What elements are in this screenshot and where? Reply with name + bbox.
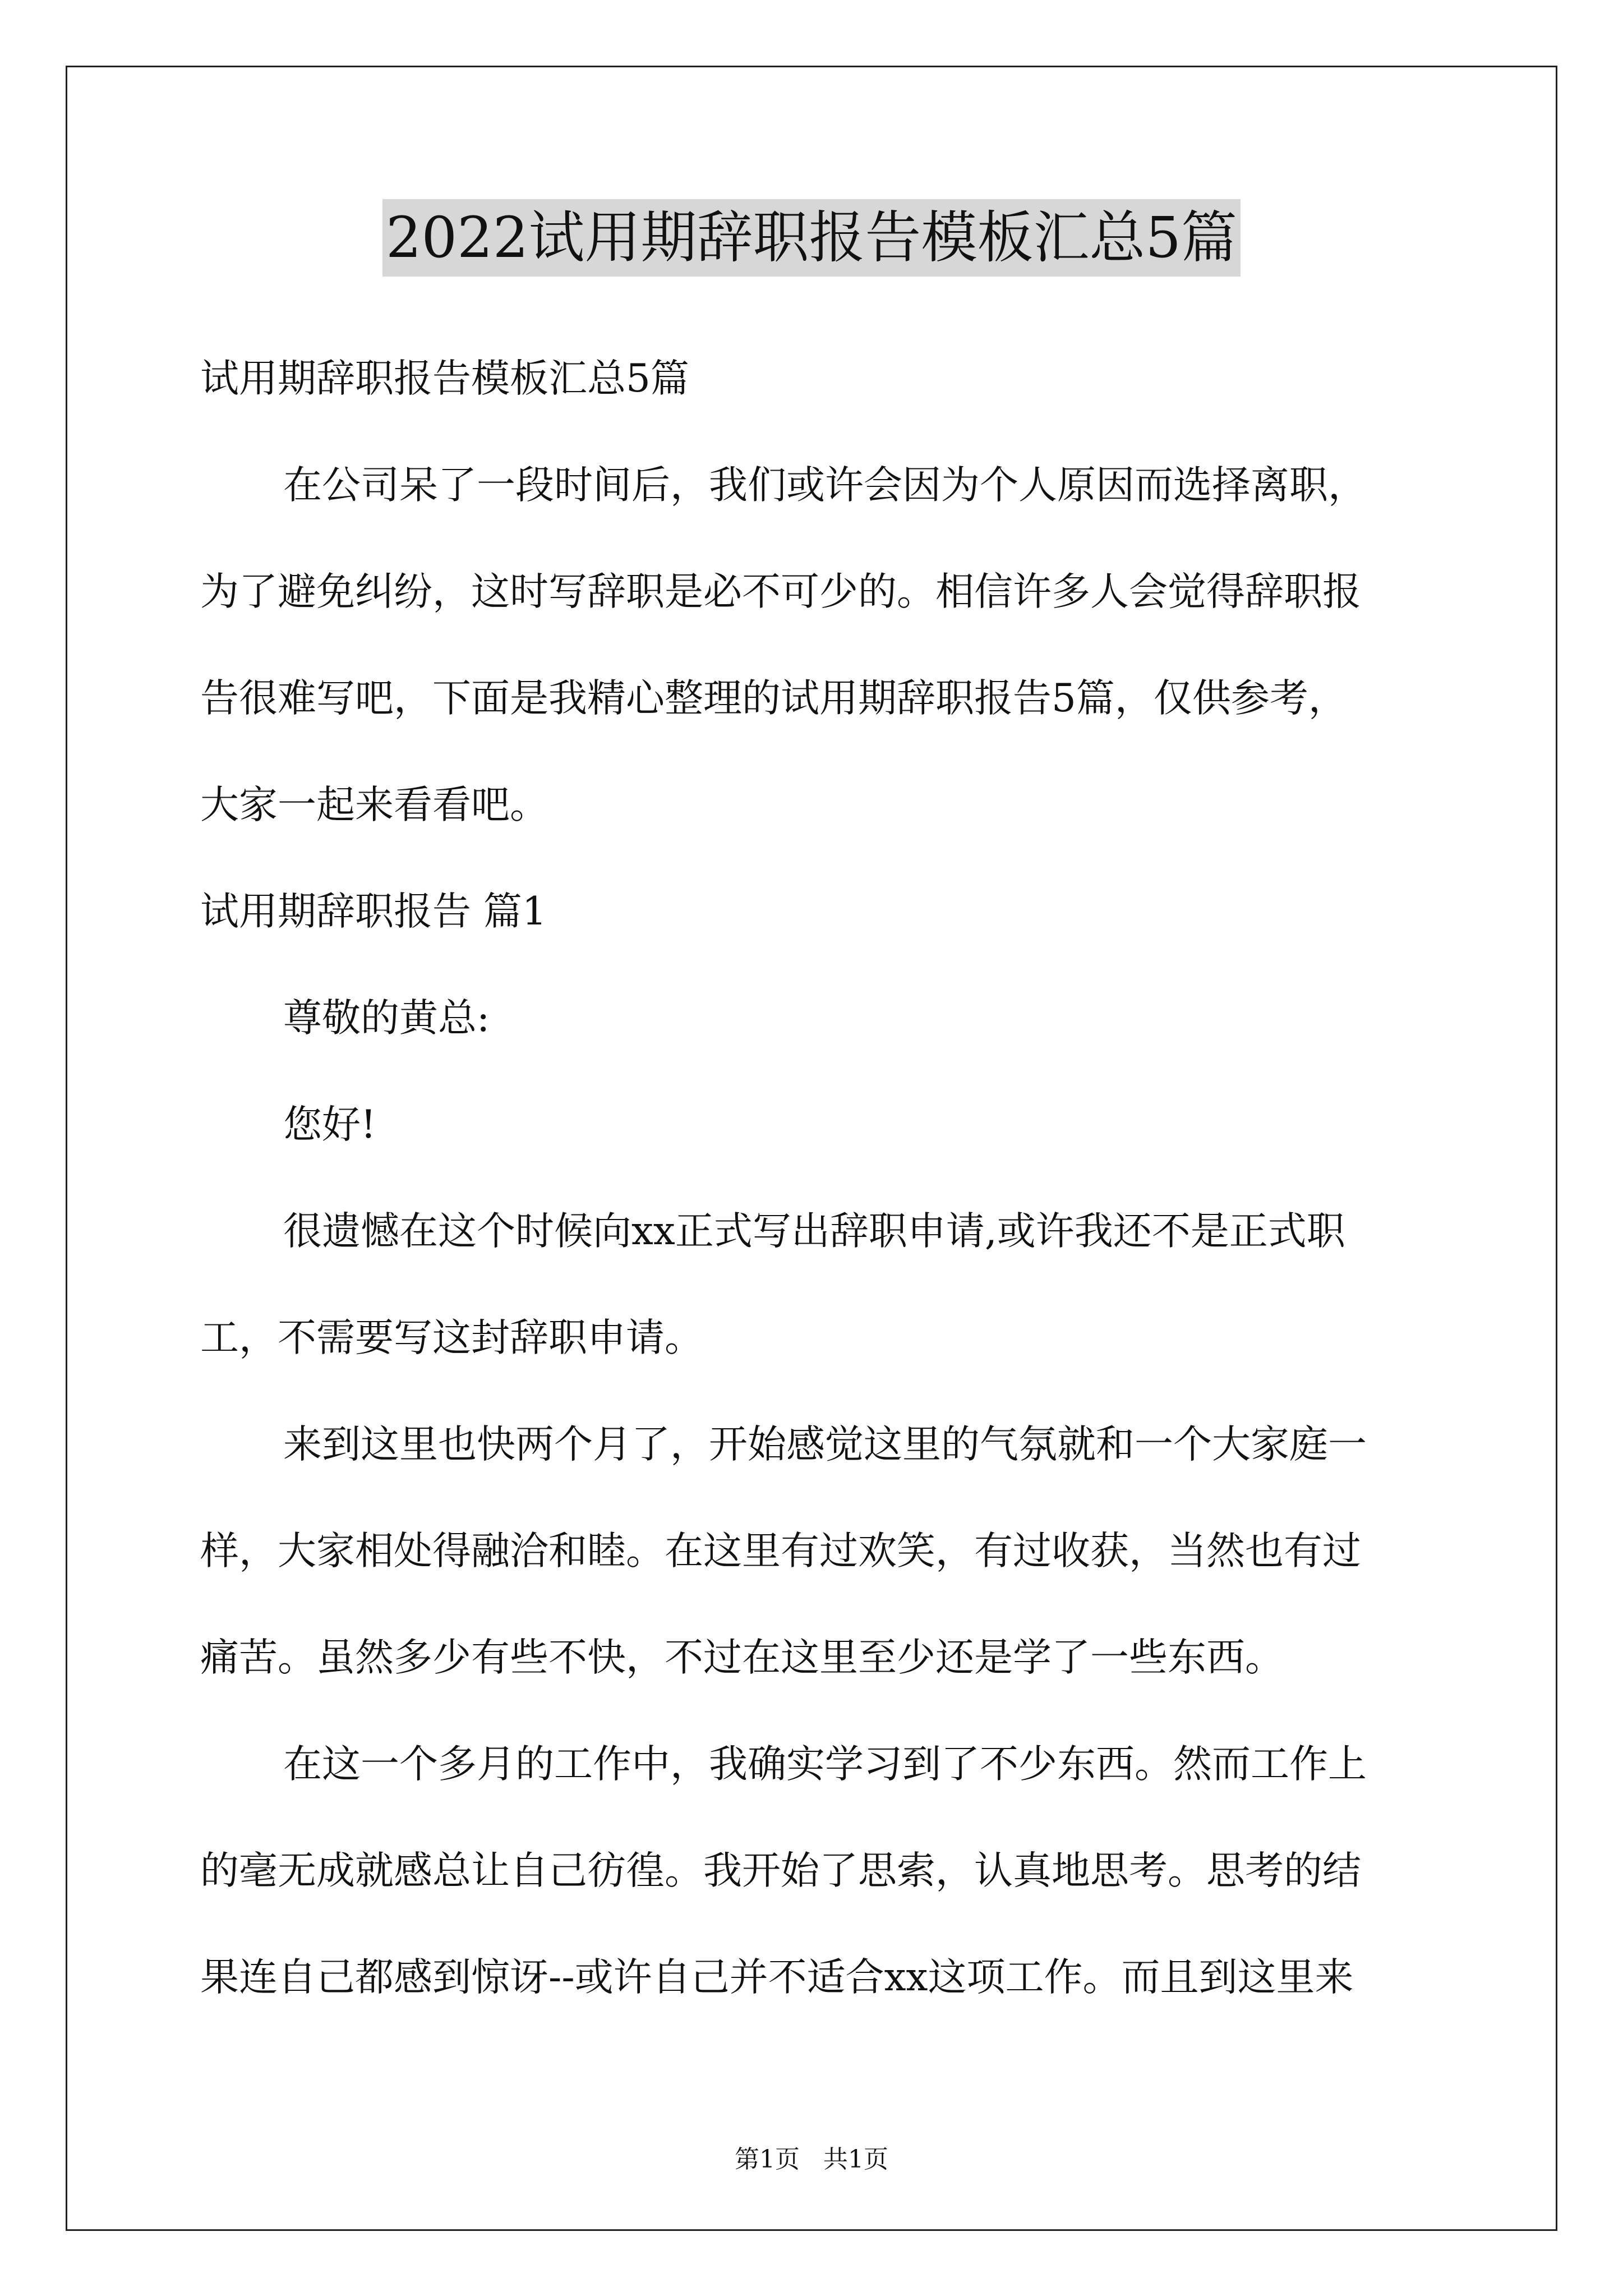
page-total: 共1页	[823, 2145, 888, 2174]
paragraph: 告很难写吧，下面是我精心整理的试用期辞职报告5篇，仅供参考，	[200, 676, 1347, 721]
paragraph: 果连自己都感到惊讶--或许自己并不适合xx这项工作。而且到这里来	[200, 1955, 1354, 2000]
paragraph: 大家一起来看看吧。	[200, 783, 548, 827]
title-block	[0, 199, 1623, 277]
paragraph: 在这一个多月的工作中，我确实学习到了不少东西。然而工作上	[283, 1742, 1367, 1787]
paragraph: 试用期辞职报告模板汇总5篇	[200, 356, 689, 401]
page-footer	[0, 2143, 1623, 2177]
document-body	[200, 325, 1434, 2031]
paragraph: 在公司呆了一段时间后，我们或许会因为个人原因而选择离职，	[283, 463, 1367, 508]
section-heading: 试用期辞职报告 篇1	[200, 889, 547, 934]
paragraph: 工，不需要写这封辞职申请。	[200, 1315, 703, 1360]
paragraph: 来到这里也快两个月了，开始感觉这里的气氛就和一个大家庭一	[283, 1422, 1367, 1467]
paragraph: 痛苦。虽然多少有些不快，不过在这里至少还是学了一些东西。	[200, 1635, 1284, 1680]
paragraph: 的毫无成就感总让自己彷徨。我开始了思索，认真地思考。思考的结	[200, 1848, 1361, 1893]
greeting: 您好!	[283, 1102, 376, 1147]
salutation: 尊敬的黄总:	[283, 996, 490, 1041]
page-number: 第1页	[735, 2145, 800, 2174]
paragraph: 样，大家相处得融洽和睦。在这里有过欢笑，有过收获，当然也有过	[200, 1529, 1361, 1573]
paragraph: 为了避免纠纷，这时写辞职是必不可少的。相信许多人会觉得辞职报	[200, 569, 1361, 614]
document-title: 2022试用期辞职报告模板汇总5篇	[382, 199, 1241, 277]
paragraph: 很遗憾在这个时候向xx正式写出辞职申请,或许我还不是正式职	[283, 1209, 1345, 1254]
